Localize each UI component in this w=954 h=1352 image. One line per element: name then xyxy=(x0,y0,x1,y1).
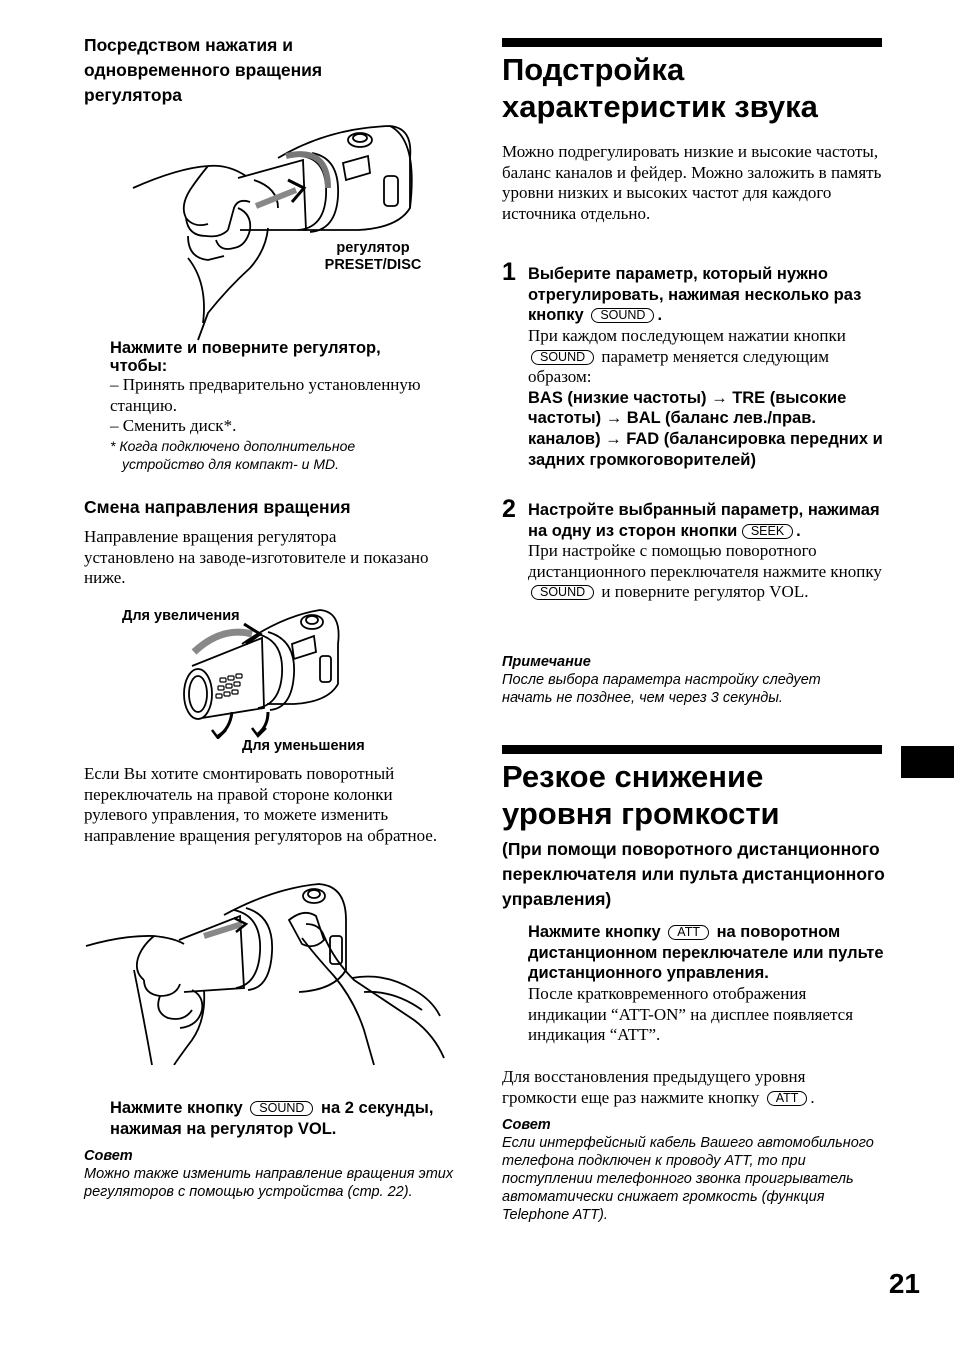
restore-pre: Для восстановления предыдущего уровня громкости еще раз нажмите кнопку xyxy=(502,1067,806,1107)
section-rule-sound xyxy=(502,38,882,47)
section-tab-marker xyxy=(901,746,954,778)
step-2-title-pre: Настройте выбранный параметр, нажимая на одну из сторон кнопки xyxy=(528,501,880,540)
step-2-body-pre: При настройке с помощью поворотного дистанционного переключателя нажмите кнопку xyxy=(528,541,882,581)
sound-instruction xyxy=(110,1098,460,1139)
sound-intro: Можно подрегулировать низкие и высокие частоты, баланс каналов и фейдер. Можно заложить в память уровни низких и высоких частот для каждого источника отдельно. xyxy=(502,142,882,223)
note-text: После выбора параметра настройку следует начать не позднее, чем через 3 секунды. xyxy=(502,672,821,706)
note-block xyxy=(502,653,872,707)
step-1-body xyxy=(528,326,888,388)
att-instruction-block xyxy=(528,922,888,1046)
tip-text: Можно также изменить направление вращения этих регуляторов с помощью устройства (стр. 22). xyxy=(84,1166,454,1200)
step-2-title xyxy=(528,500,888,541)
section-subtitle-att: (При помощи поворотного дистанционного переключателя или пульта дистанционного управления) xyxy=(502,839,885,909)
restore-paragraph xyxy=(502,1067,872,1108)
preset-disc-label xyxy=(318,240,428,274)
sound-key: SOUND xyxy=(250,1101,313,1116)
sound-key: SOUND xyxy=(591,308,654,323)
footnote: * Когда подключено дополнительное устройство для компакт- и MD. xyxy=(110,437,356,472)
section-heading-direction: Смена направления вращения xyxy=(84,497,351,517)
decrease-label: Для уменьшения xyxy=(242,738,365,754)
tip-title: Совет xyxy=(502,1117,551,1133)
step-2-body-post: и поверните регулятор VOL. xyxy=(601,582,809,602)
step-1-title xyxy=(528,264,888,326)
tip-block-left xyxy=(84,1147,454,1201)
sound-key: SOUND xyxy=(531,585,594,600)
instruction-line-preset: – Принять предварительно установленную станцию. xyxy=(110,375,421,415)
instruction-line-disc: – Сменить диск*. xyxy=(110,416,237,435)
instruction-block-rotate xyxy=(110,339,435,473)
seek-key: SEEK xyxy=(742,524,793,539)
step-1-title-post: . xyxy=(657,306,663,325)
tip-text: Если интерфейсный кабель Вашего автомобильного телефона подключен к проводу ATT, то при поступлении телефонного звонка проигрыватель автоматически снижает громкость (функция Telephone ATT). xyxy=(502,1135,874,1223)
tip-block-right xyxy=(502,1116,877,1224)
section-rule-att xyxy=(502,745,882,754)
sound-instruction-pre: Нажмите кнопку xyxy=(110,1099,243,1117)
att-instruction-post: на поворотном дистанционном переключателе или пульте дистанционного управления. xyxy=(528,923,884,983)
att-key: ATT xyxy=(668,925,709,940)
rotation-direction-illustration xyxy=(172,604,352,739)
step-1 xyxy=(528,264,888,470)
page-number: 21 xyxy=(888,1268,920,1299)
att-instruction-pre: Нажмите кнопку xyxy=(528,923,661,941)
step-2-body xyxy=(528,541,888,603)
att-body: После кратковременного отображения индикации “ATT-ON” на дисплее появляется индикация “ATT”. xyxy=(528,984,854,1045)
step-2 xyxy=(528,500,888,603)
press-sound-illustration xyxy=(84,880,452,1065)
att-instruction xyxy=(528,922,888,984)
section-title-sound: Подстройка характеристик звука xyxy=(502,52,818,124)
step-number-1: 1 xyxy=(502,258,516,286)
restore-post: . xyxy=(810,1087,815,1107)
step-1-sequence: BAS (низкие частоты) → TRE (высокие частоты) → BAL (баланс лев./прав. каналов) → FAD (балансировка передних и задних громкоговорителей) xyxy=(528,388,883,469)
sound-instruction-post: на 2 секунды, нажимая на регулятор VOL. xyxy=(110,1099,434,1138)
instruction-title: Нажмите и поверните регулятор, чтобы: xyxy=(110,339,381,375)
section-title-att: Резкое снижение уровня громкости xyxy=(502,759,780,831)
section-heading-press-rotate: Посредством нажатия и одновременного вращения регулятора xyxy=(84,35,323,105)
sound-key: SOUND xyxy=(531,350,594,365)
rotary-knob-press-illustration xyxy=(128,118,428,348)
increase-label: Для увеличения xyxy=(122,608,240,624)
step-number-2: 2 xyxy=(502,495,516,523)
step-1-title-pre: Выберите параметр, который нужно отрегулировать, нажимая несколько раз кнопку xyxy=(528,265,862,325)
preset-disc-label-line2: PRESET/DISC xyxy=(324,257,422,273)
step-1-body-post: параметр меняется следующим образом: xyxy=(528,346,829,387)
step-2-title-post: . xyxy=(796,521,801,540)
step-1-body-pre: При каждом последующем нажатии кнопки xyxy=(528,326,846,346)
note-title: Примечание xyxy=(502,654,591,670)
preset-disc-label-line1: регулятор xyxy=(336,240,410,256)
reverse-direction-paragraph: Если Вы хотите смонтировать поворотный переключатель на правой стороне колонки рулевого управления, то можете изменить направление вращения регуляторов на обратное. xyxy=(84,764,438,845)
att-key: ATT xyxy=(767,1091,808,1106)
tip-title: Совет xyxy=(84,1148,133,1164)
instruction-block-sound xyxy=(110,1098,460,1139)
direction-paragraph: Направление вращения регулятора установлено на заводе-изготовителе и показано ниже. xyxy=(84,527,429,587)
